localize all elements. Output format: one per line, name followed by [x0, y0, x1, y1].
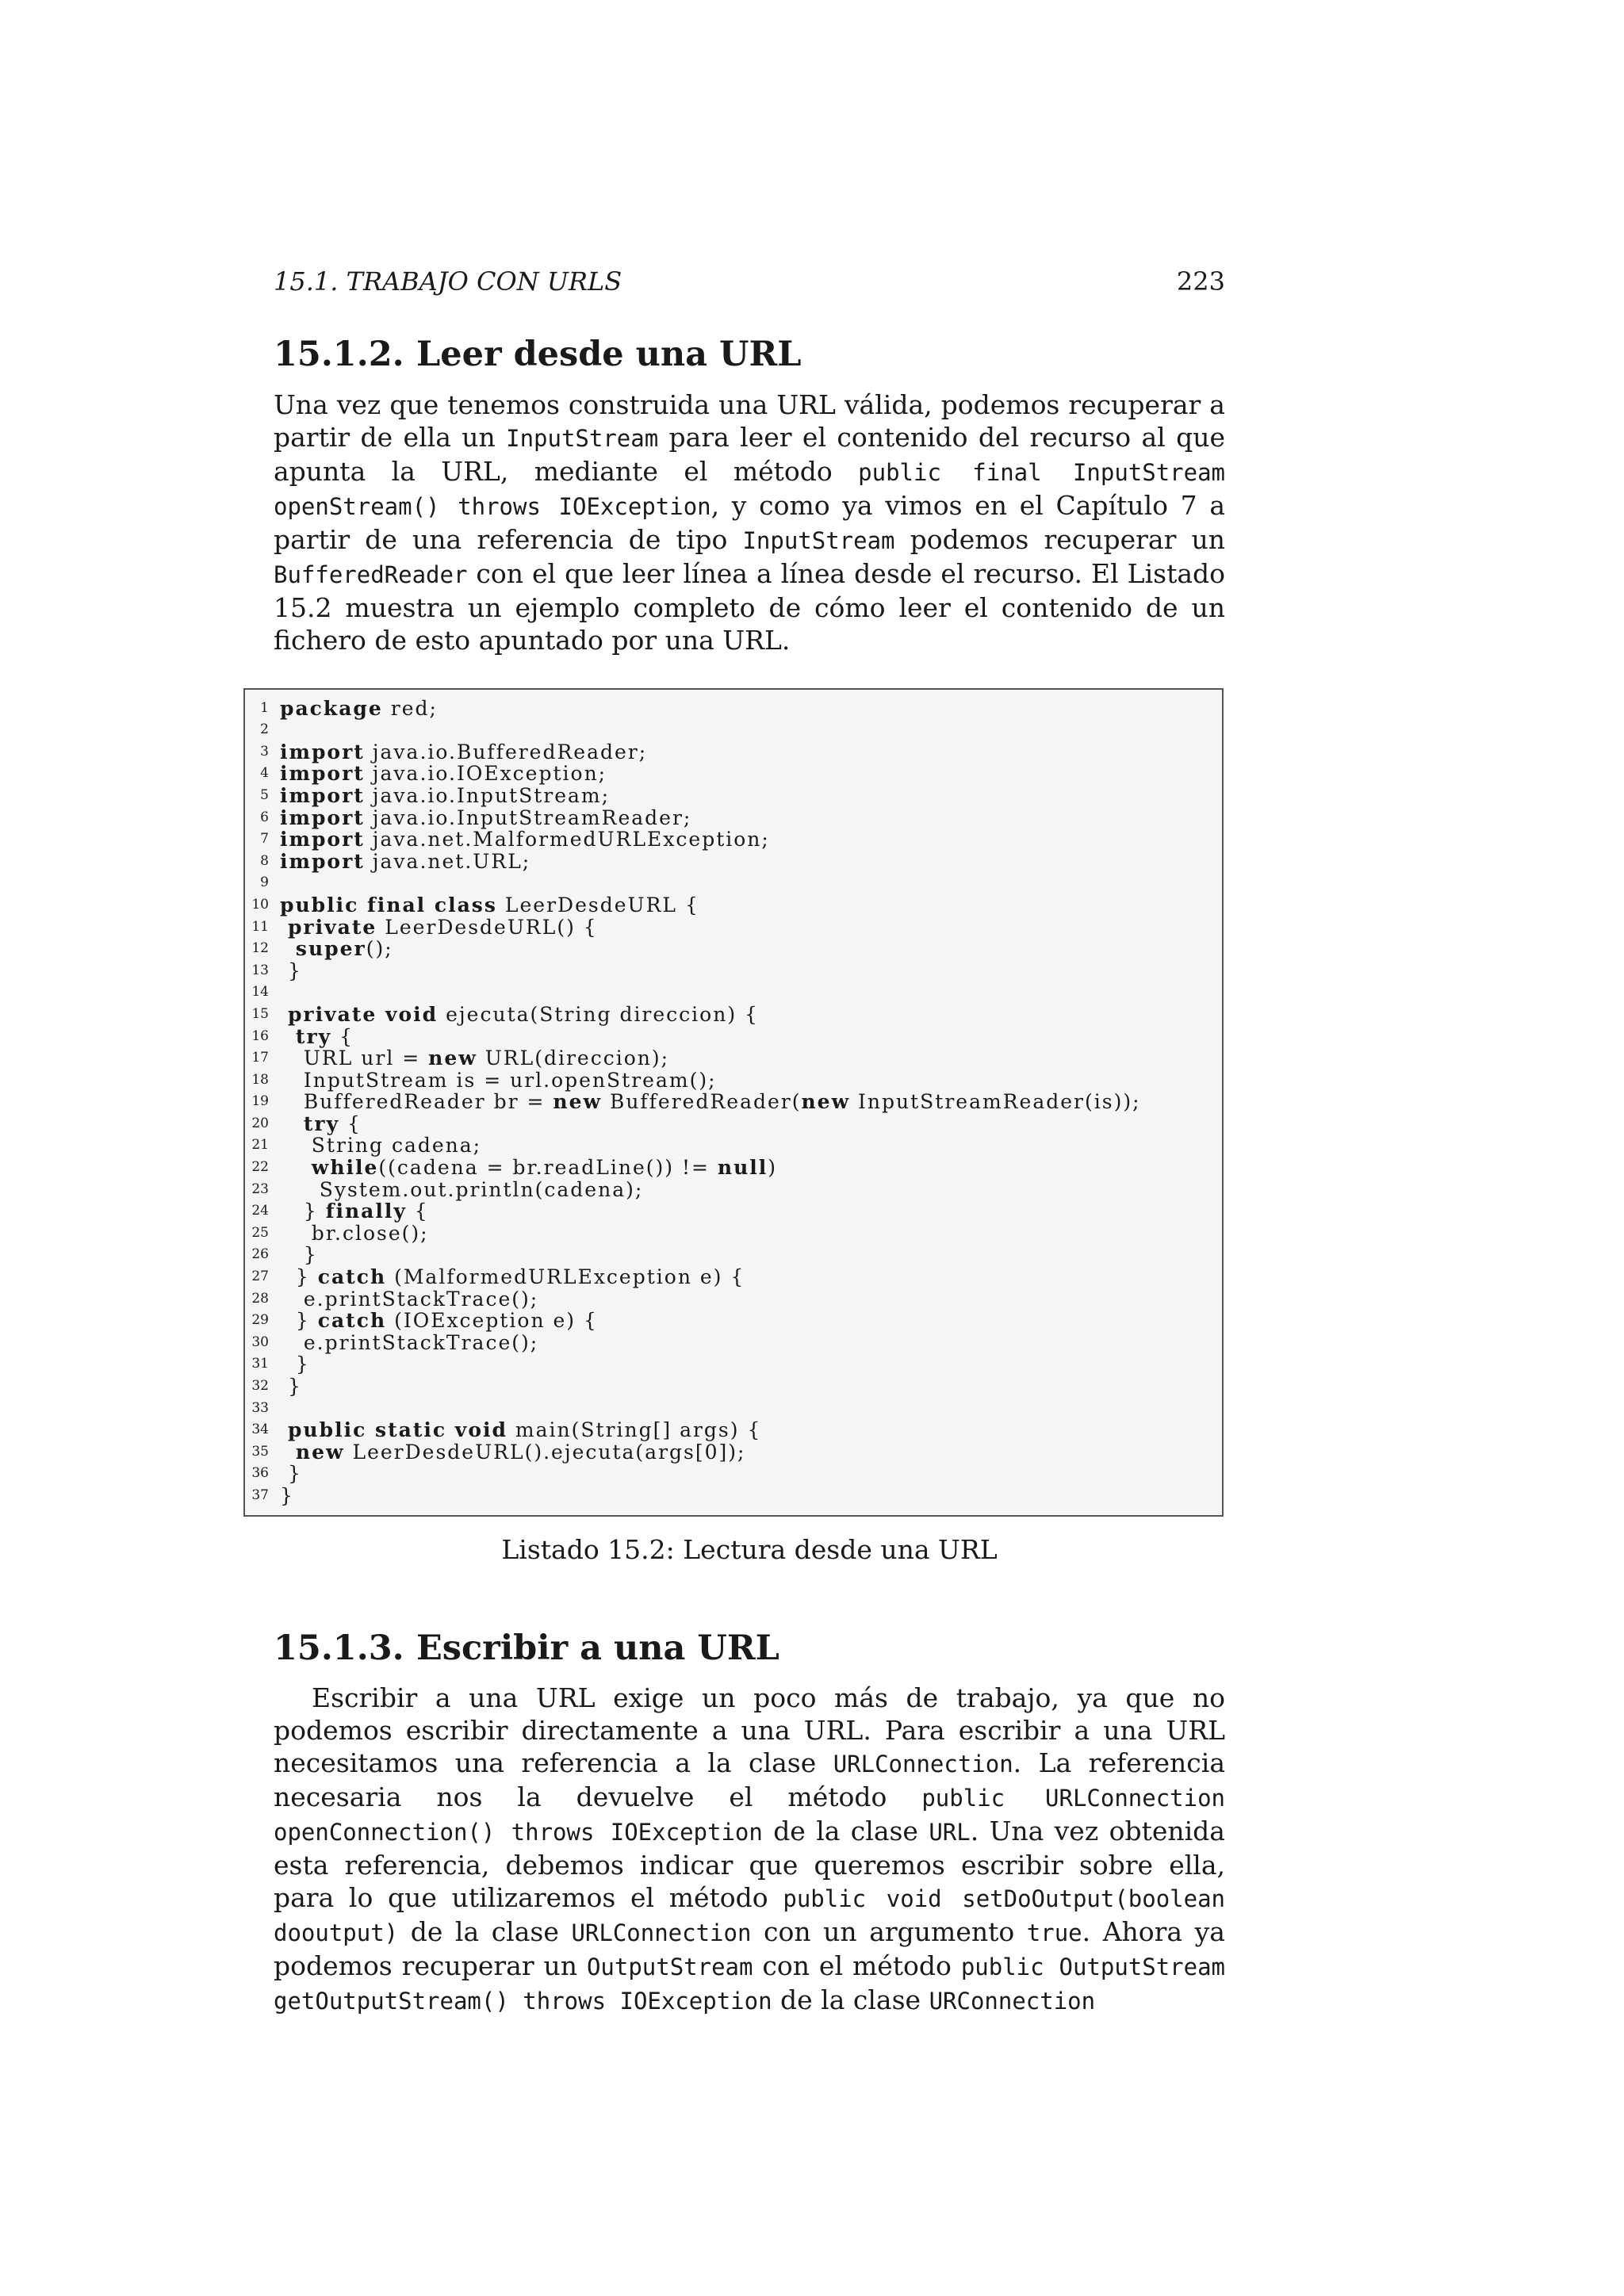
code-keyword: new	[553, 1090, 602, 1114]
text-run: con el que leer línea a línea desde el recurso. El Listado 15.2 muestra un ejemplo completo de cómo leer el contenido de un fichero de esto apuntado por una URL.	[274, 557, 1225, 656]
inline-code: public final InputStream openStream() throws IOException	[274, 458, 1225, 520]
text-run: de la clase	[762, 1816, 929, 1847]
code-text: String cadena;	[280, 1134, 482, 1158]
text-run: . Una vez obtenida esta referencia, debemos indicar que queremos escribir sobre ella, para lo que utilizaremos el método	[274, 1816, 1225, 1914]
code-keyword: catch	[317, 1309, 387, 1333]
code-keyword: private void	[287, 1002, 439, 1026]
code-line	[245, 982, 1222, 1004]
code-text: }	[280, 1243, 318, 1267]
code-line	[245, 698, 1222, 720]
code-line	[245, 1004, 1222, 1026]
line-number: 2	[260, 721, 269, 738]
code-line	[245, 960, 1222, 982]
body-paragraph-read	[274, 388, 1225, 656]
code-keyword: catch	[317, 1265, 387, 1289]
code-text: java.net.MalformedURLException;	[364, 828, 770, 851]
line-number: 30	[251, 1334, 269, 1350]
code-text: URL url =	[280, 1047, 429, 1070]
code-line	[245, 763, 1222, 785]
section-number: 15.1.3.	[274, 1628, 404, 1668]
code-text: red;	[382, 696, 438, 720]
code-keyword: public static void	[287, 1418, 508, 1442]
code-text: }	[280, 1353, 310, 1376]
code-text: br.close();	[280, 1221, 429, 1245]
text-run: , y como ya vimos en el Capítulo 7 a partir de una referencia de tipo	[274, 489, 1226, 555]
text-run: de la clase	[772, 1984, 929, 2016]
code-text: {	[339, 1112, 362, 1135]
inline-code: InputStream	[742, 526, 895, 554]
inline-code: URL	[929, 1819, 971, 1846]
code-line	[245, 1070, 1222, 1092]
code-keyword: import	[280, 740, 365, 763]
code-line	[245, 1332, 1222, 1354]
code-line	[245, 1135, 1222, 1157]
code-text: ();	[366, 937, 393, 961]
code-text: )	[768, 1156, 778, 1180]
line-number: 5	[260, 786, 269, 803]
code-text: URL(direccion);	[477, 1047, 670, 1070]
listing-caption: Listado 15.2: Lectura desde una URL	[501, 1533, 998, 1565]
code-keyword: private	[287, 915, 377, 939]
code-text: java.io.InputStream;	[364, 783, 611, 807]
line-number: 24	[251, 1203, 269, 1219]
code-text: ejecuta(String direccion) {	[438, 1002, 759, 1026]
inline-code: URLConnection	[571, 1919, 752, 1947]
line-number: 22	[251, 1159, 269, 1176]
code-line	[245, 719, 1222, 741]
code-text: java.io.InputStreamReader;	[364, 806, 692, 829]
line-number: 26	[251, 1246, 269, 1263]
section-heading-write	[274, 1628, 1225, 1670]
code-keyword: super	[295, 937, 366, 961]
line-number: 27	[251, 1269, 269, 1285]
section-title: Escribir a una URL	[416, 1628, 779, 1668]
inline-code: public URLConnection openConnection() throws IOException	[274, 1785, 1225, 1846]
line-number: 21	[251, 1137, 269, 1154]
page	[251, 262, 1226, 2018]
code-text: }	[280, 1483, 294, 1507]
code-keyword: import	[280, 828, 365, 851]
line-number: 33	[251, 1399, 269, 1416]
code-line	[245, 1353, 1222, 1376]
code-text	[280, 1003, 288, 1026]
code-text: (MalformedURLException e) {	[386, 1265, 745, 1289]
running-head	[274, 262, 1225, 301]
line-number: 8	[260, 852, 269, 869]
code-line	[245, 741, 1222, 763]
code-line	[245, 1157, 1222, 1179]
code-keyword: public final class	[280, 893, 497, 916]
code-text	[280, 1112, 304, 1135]
body-paragraph-write	[274, 1682, 1225, 2018]
text-run: con el método	[753, 1950, 961, 1982]
code-text: System.out.println(cadena);	[280, 1177, 644, 1201]
section-write	[274, 1628, 1225, 2019]
code-keyword: null	[717, 1156, 768, 1180]
line-number: 15	[251, 1005, 269, 1022]
line-number: 34	[251, 1422, 269, 1438]
text-run: . Ahora ya podemos recuperar un	[274, 1916, 1225, 1982]
code-line	[245, 1113, 1222, 1135]
line-number: 16	[251, 1027, 269, 1044]
line-number: 9	[260, 874, 269, 891]
line-number: 18	[251, 1071, 269, 1088]
code-line	[245, 1091, 1222, 1113]
inline-code: true	[1026, 1919, 1082, 1947]
inline-code: URConnection	[929, 1988, 1096, 2015]
code-line	[245, 1485, 1222, 1507]
inline-code: OutputStream	[586, 1954, 753, 1981]
code-line	[245, 785, 1222, 807]
code-text: {	[331, 1024, 354, 1048]
code-text: }	[280, 1309, 318, 1333]
inline-code: public void setDoOutput(boolean dooutput)	[274, 1885, 1225, 1947]
code-line	[245, 1244, 1222, 1266]
code-text: LeerDesdeURL().ejecuta(args[0]);	[344, 1440, 746, 1464]
code-line	[245, 938, 1222, 960]
code-keyword: import	[280, 849, 365, 873]
code-text: }	[280, 1462, 302, 1486]
code-text: java.net.URL;	[364, 849, 531, 873]
code-line	[245, 1376, 1222, 1398]
text-run: Escribir a una URL exige un poco más de trabajo, ya que no podemos escribir directamente a una URL. Para escribir a una URL necesitamos una referencia a la clase	[274, 1682, 1225, 1779]
inline-code: BufferedReader	[274, 561, 468, 588]
line-number: 10	[251, 896, 269, 913]
line-number: 20	[251, 1115, 269, 1131]
section-heading-read	[274, 335, 1225, 376]
line-number: 4	[260, 765, 269, 782]
line-number: 23	[251, 1181, 269, 1197]
line-number: 32	[251, 1378, 269, 1394]
code-text: BufferedReader br =	[280, 1090, 553, 1114]
text-run: Una vez que tenemos construida una URL válida, podemos recuperar a partir de ella un	[274, 388, 1225, 453]
section-number: 15.1.2.	[274, 335, 404, 374]
code-text: java.io.BufferedReader;	[364, 740, 648, 763]
code-line	[245, 851, 1222, 873]
line-number: 13	[251, 962, 269, 978]
line-number: 6	[260, 809, 269, 825]
code-line	[245, 1441, 1222, 1464]
code-text: ((cadena = br.readLine()) !=	[378, 1156, 718, 1180]
code-text: e.printStackTrace();	[280, 1330, 539, 1354]
code-keyword: while	[311, 1156, 379, 1180]
section-title: Leer desde una URL	[416, 335, 802, 374]
code-line	[245, 1398, 1222, 1420]
line-number: 35	[251, 1443, 269, 1460]
code-text	[280, 1025, 296, 1048]
code-text: InputStream is = url.openStream();	[280, 1068, 717, 1092]
code-line	[245, 872, 1222, 894]
code-keyword: try	[303, 1112, 340, 1135]
text-run: para leer el contenido del recurso al que apunta la URL, mediante el método	[274, 421, 1225, 487]
code-line	[245, 1026, 1222, 1048]
code-text: {	[406, 1200, 429, 1223]
code-keyword: try	[295, 1024, 332, 1048]
code-line	[245, 916, 1222, 939]
code-text	[280, 1418, 288, 1441]
inline-code: InputStream	[506, 424, 659, 452]
line-number: 28	[251, 1290, 269, 1307]
code-line	[245, 1463, 1222, 1485]
running-head-title: 15.1. TRABAJO CON URLS	[274, 266, 622, 297]
code-text: }	[280, 1375, 302, 1398]
code-text: }	[280, 1265, 318, 1289]
text-run: de la clase	[398, 1916, 572, 1948]
line-number: 3	[260, 743, 269, 760]
line-number: 36	[251, 1465, 269, 1482]
code-line	[245, 1419, 1222, 1441]
code-text: InputStreamReader(is));	[850, 1090, 1141, 1114]
code-line	[245, 828, 1222, 851]
code-keyword: new	[801, 1090, 851, 1114]
code-listing	[243, 688, 1224, 1517]
inline-code: URLConnection	[833, 1751, 1013, 1778]
code-line	[245, 1200, 1222, 1223]
code-text: (IOException e) {	[386, 1309, 598, 1333]
code-line	[245, 1266, 1222, 1288]
line-number: 1	[260, 699, 269, 716]
code-text: BufferedReader(	[602, 1090, 802, 1114]
code-text	[280, 937, 296, 960]
code-line	[245, 1047, 1222, 1070]
code-text	[280, 916, 288, 939]
code-text: main(String[] args) {	[507, 1418, 762, 1442]
code-text: java.io.IOException;	[364, 762, 607, 786]
code-line	[245, 1223, 1222, 1245]
code-text: }	[280, 959, 302, 982]
code-line	[245, 894, 1222, 916]
code-keyword: import	[280, 783, 365, 807]
line-number: 29	[251, 1312, 269, 1329]
line-number: 12	[251, 940, 269, 957]
text-run: con un argumento	[751, 1916, 1027, 1948]
code-text	[280, 1156, 312, 1179]
code-line	[245, 1310, 1222, 1332]
code-keyword: finally	[325, 1200, 407, 1223]
line-number: 31	[251, 1356, 269, 1372]
code-line	[245, 807, 1222, 829]
code-text: }	[280, 1200, 326, 1223]
page-number: 223	[1176, 266, 1225, 297]
code-text	[280, 1441, 296, 1464]
text-run: podemos recuperar un	[894, 523, 1225, 555]
text-run: . La referencia necesaria nos la devuelve el método	[274, 1747, 1225, 1813]
code-text: LeerDesdeURL() {	[377, 915, 598, 939]
code-line	[245, 1288, 1222, 1311]
code-line	[245, 1179, 1222, 1201]
code-text: LeerDesdeURL {	[496, 893, 699, 916]
code-keyword: new	[428, 1047, 477, 1070]
inline-code: public OutputStream getOutputStream() throws IOException	[274, 1954, 1225, 2015]
code-text: e.printStackTrace();	[280, 1287, 539, 1311]
code-keyword: package	[280, 696, 383, 720]
code-keyword: import	[280, 762, 365, 786]
line-number: 7	[260, 831, 269, 848]
code-keyword: new	[295, 1440, 345, 1464]
line-number: 11	[251, 918, 269, 935]
line-number: 14	[251, 984, 269, 1001]
line-number: 25	[251, 1224, 269, 1241]
code-keyword: import	[280, 806, 365, 829]
line-number: 17	[251, 1050, 269, 1066]
line-number: 37	[251, 1487, 269, 1503]
line-number: 19	[251, 1093, 269, 1110]
